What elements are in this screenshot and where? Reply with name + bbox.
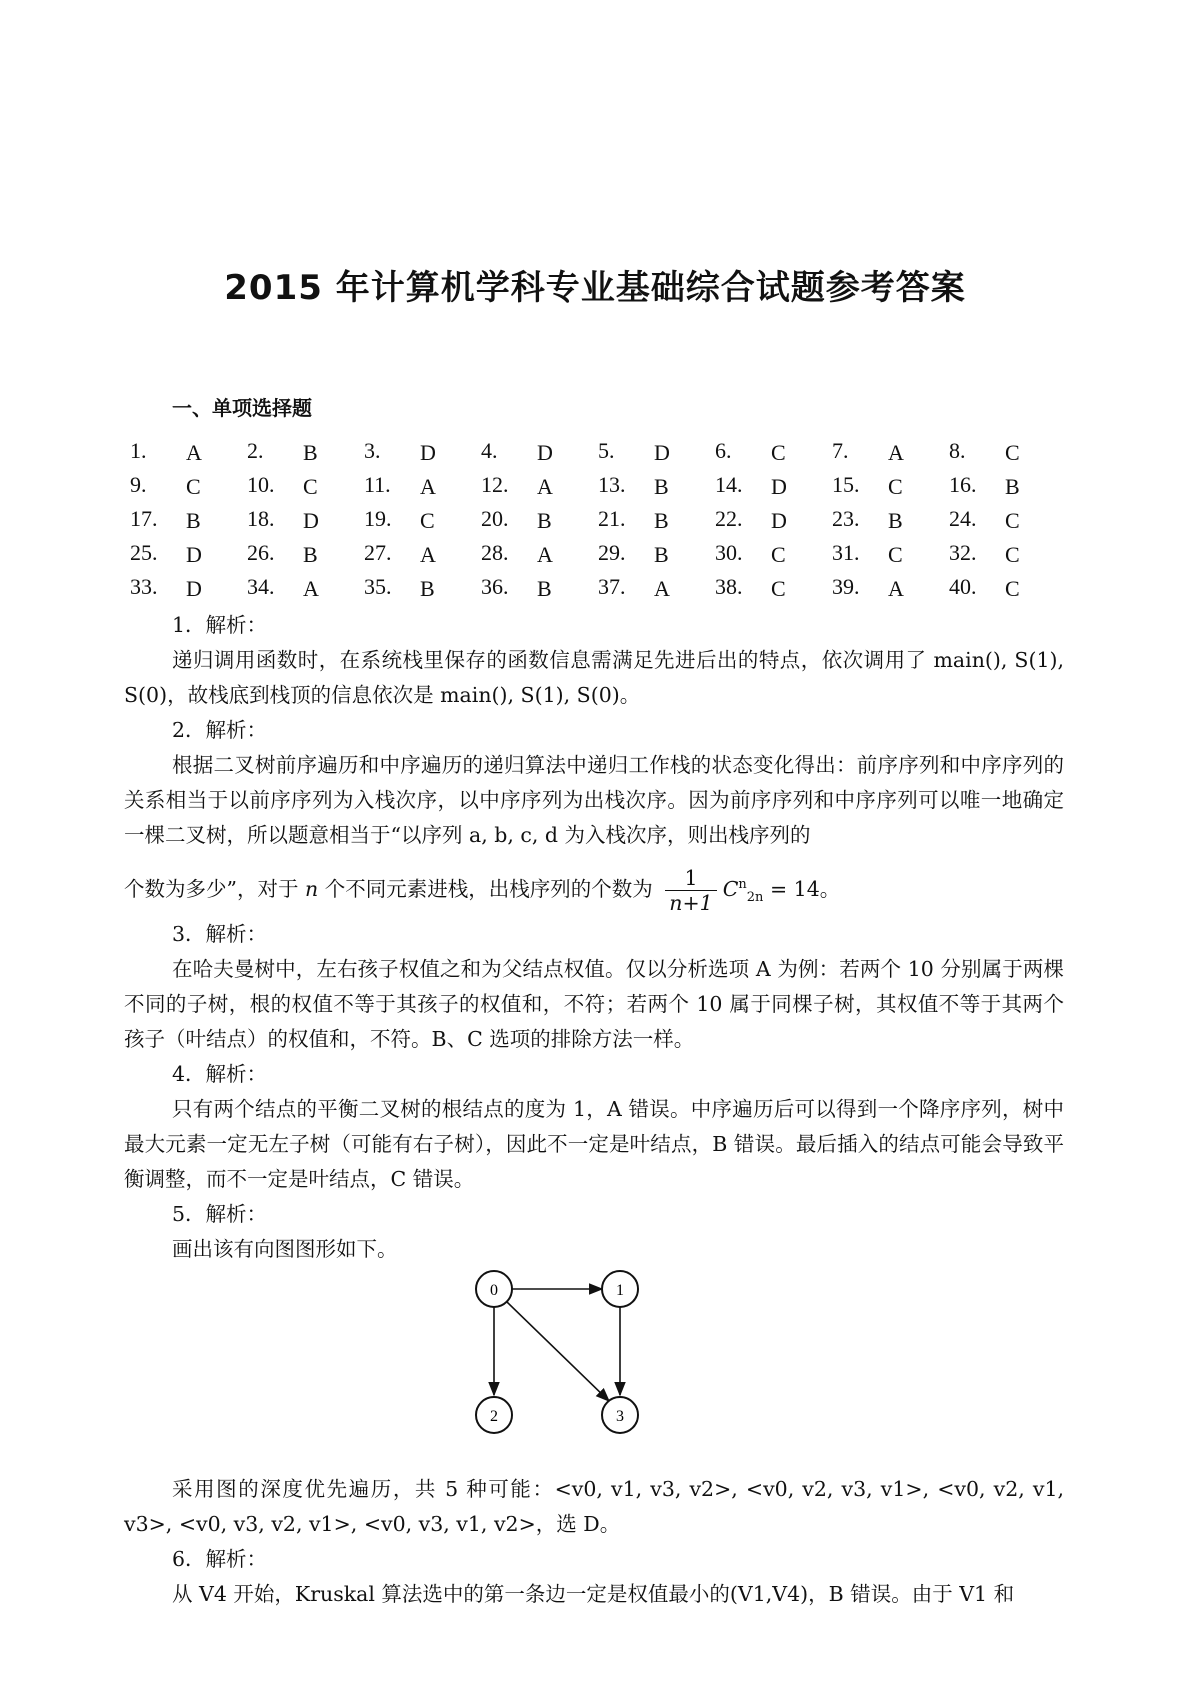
answer-number: 12. [481, 472, 509, 497]
answer-choice: B [303, 440, 318, 465]
answer-number: 30. [715, 540, 743, 565]
q1-label: 1．解析： [172, 613, 268, 637]
answer-number: 25. [130, 540, 158, 565]
answer-item [820, 436, 937, 470]
answer-number: 17. [130, 506, 158, 531]
answer-number: 27. [364, 540, 392, 565]
answer-item [586, 538, 703, 572]
answer-choice: D [771, 508, 787, 533]
q2-comb-sup: n [738, 877, 747, 892]
answer-choice: A [888, 576, 904, 601]
answer-item [586, 470, 703, 504]
answer-choice: C [771, 542, 786, 567]
q5-after-pre: 采用图的深度优先遍历，共 5 种可能： [172, 1477, 555, 1501]
q3-text: 在哈夫曼树中，左右孩子权值之和为父结点权值。仅以分析选项 A 为例：若两个 10 分别属于两棵不同的子树，根的权值不等于其孩子的权值和，不符；若两个 10 属于同棵子树，其权值不等于其两个孩子（叶结点）的权值和，不符。B、C 选项的排除方法一样。 [124, 957, 1064, 1051]
answer-number: 6. [715, 438, 732, 463]
answer-choice: B [654, 542, 669, 567]
answer-number: 4. [481, 438, 498, 463]
answer-number: 9. [130, 472, 147, 497]
answer-item [820, 504, 937, 538]
answer-number: 24. [949, 506, 977, 531]
answer-number: 32. [949, 540, 977, 565]
answer-number: 31. [832, 540, 860, 565]
answer-item [469, 504, 586, 538]
q3-label: 3．解析： [172, 922, 268, 946]
answer-choice: B [537, 576, 552, 601]
answer-choice: C [1005, 542, 1020, 567]
answer-number: 5. [598, 438, 615, 463]
answer-item [352, 436, 469, 470]
directed-graph-figure [124, 1267, 1064, 1472]
answer-choice: C [771, 576, 786, 601]
answer-choice: B [186, 508, 201, 533]
svg-text:2: 2 [490, 1408, 498, 1425]
svg-text:3: 3 [616, 1408, 624, 1425]
q1-text: 递归调用函数时，在系统栈里保存的函数信息需满足先进后出的特点，依次调用了 main(), S(1), S(0)，故栈底到栈顶的信息依次是 main(), S(1), S(0)。 [124, 648, 1064, 707]
answer-item [937, 538, 1054, 572]
q2-label: 2．解析： [172, 718, 268, 742]
answer-choice: D [537, 440, 553, 465]
answer-choice: D [186, 576, 202, 601]
q2-formula-line [124, 853, 1064, 917]
answer-choice: A [420, 474, 436, 499]
answer-item [937, 470, 1054, 504]
answer-item [469, 538, 586, 572]
answer-choice: A [537, 474, 553, 499]
answer-number: 33. [130, 574, 158, 599]
answer-item [118, 572, 235, 606]
q2-frac-den: n+1 [669, 891, 713, 915]
q4-text: 只有两个结点的平衡二叉树的根结点的度为 1，A 错误。中序遍历后可以得到一个降序序列，树中最大元素一定无左子树（可能有右子树），因此不一定是叶结点，B 错误。最后插入的结点可能会导致平衡调整，而不一定是叶结点，C 错误。 [124, 1097, 1064, 1191]
answer-number: 22. [715, 506, 743, 531]
answer-choice: A [654, 576, 670, 601]
answer-number: 11. [364, 472, 391, 497]
q6-text: 从 V4 开始，Kruskal 算法选中的第一条边一定是权值最小的(V1,V4)，B 错误。由于 V1 和 [172, 1582, 1015, 1606]
answer-item [820, 470, 937, 504]
q2-fraction [665, 866, 716, 915]
answer-choice: B [537, 508, 552, 533]
answer-item [235, 436, 352, 470]
answer-number: 19. [364, 506, 392, 531]
answer-item [118, 436, 235, 470]
answer-number: 8. [949, 438, 966, 463]
answer-item [586, 436, 703, 470]
answer-item [118, 504, 235, 538]
answer-item [586, 504, 703, 538]
q2-line-mid: 个不同元素进栈，出栈序列的个数为 [324, 877, 653, 901]
answer-choice: D [420, 440, 436, 465]
answer-number: 7. [832, 438, 849, 463]
graph-node-2 [476, 1397, 512, 1433]
answer-item [352, 572, 469, 606]
answer-number: 1. [130, 438, 147, 463]
answer-item [937, 504, 1054, 538]
answer-choice: A [888, 440, 904, 465]
answer-number: 39. [832, 574, 860, 599]
answer-choice: B [654, 474, 669, 499]
answer-item [235, 572, 352, 606]
answer-number: 28. [481, 540, 509, 565]
answer-choice: C [1005, 576, 1020, 601]
answer-number: 40. [949, 574, 977, 599]
answer-item [352, 470, 469, 504]
answer-choice: A [537, 542, 553, 567]
answer-item [235, 504, 352, 538]
q5-intro: 画出该有向图图形如下。 [172, 1237, 398, 1261]
graph-node-1 [602, 1271, 638, 1307]
answer-choice: C [888, 474, 903, 499]
q5-seqs: <v0, v1, v3, v2>, <v0, v2, v3, v1>, <v0, v2, v1, v3>, <v0, v3, v2, v1>, <v0, v3, v1, v2> [124, 1477, 1065, 1536]
answer-number: 23. [832, 506, 860, 531]
answer-item [820, 538, 937, 572]
answer-number: 14. [715, 472, 743, 497]
answer-choice: C [1005, 440, 1020, 465]
answer-item [586, 572, 703, 606]
answer-choice: B [654, 508, 669, 533]
answer-number: 2. [247, 438, 264, 463]
answer-choice: D [771, 474, 787, 499]
edge-0-3 [507, 1302, 609, 1401]
answer-choice: A [303, 576, 319, 601]
answer-item [118, 538, 235, 572]
answer-number: 20. [481, 506, 509, 531]
answer-number: 3. [364, 438, 381, 463]
answer-item [469, 572, 586, 606]
answer-number: 36. [481, 574, 509, 599]
answer-number: 13. [598, 472, 626, 497]
q2-text: 根据二叉树前序遍历和中序遍历的递归算法中递归工作栈的状态变化得出：前序序列和中序序列的关系相当于以前序序列为入栈次序，以中序序列为出栈次序。因为前序序列和中序序列可以唯一地确定一棵二叉树，所以题意相当于“以序列 a, b, c, d 为入栈次序，则出栈序列的 [124, 753, 1064, 847]
q6-label: 6．解析： [172, 1547, 268, 1571]
answer-grid [118, 436, 1068, 606]
answer-choice: A [420, 542, 436, 567]
answer-choice: D [303, 508, 319, 533]
answer-number: 21. [598, 506, 626, 531]
answer-number: 37. [598, 574, 626, 599]
answer-item [703, 572, 820, 606]
q2-line-pre: 个数为多少”，对于 [124, 877, 299, 901]
answer-number: 38. [715, 574, 743, 599]
page-title: 2015 年计算机学科专业基础综合试题参考答案 [224, 268, 966, 308]
answer-choice: C [1005, 508, 1020, 533]
graph-node-3 [602, 1397, 638, 1433]
answer-item [820, 572, 937, 606]
answer-choice: C [771, 440, 786, 465]
answer-item [469, 436, 586, 470]
answer-choice: C [186, 474, 201, 499]
answer-choice: B [420, 576, 435, 601]
answer-choice: B [1005, 474, 1020, 499]
answer-number: 29. [598, 540, 626, 565]
answer-item [703, 470, 820, 504]
answer-item [352, 538, 469, 572]
answer-choice: A [186, 440, 202, 465]
directed-graph [474, 1267, 674, 1462]
answer-item [118, 470, 235, 504]
answer-number: 26. [247, 540, 275, 565]
answer-number: 18. [247, 506, 275, 531]
answer-number: 10. [247, 472, 275, 497]
explanations [124, 608, 1064, 1612]
answer-number: 15. [832, 472, 860, 497]
svg-text:1: 1 [616, 1282, 624, 1299]
q5-label: 5．解析： [172, 1202, 268, 1226]
answer-choice: B [303, 542, 318, 567]
section-title: 一、单项选择题 [172, 396, 312, 420]
answer-item [235, 538, 352, 572]
answer-choice: D [654, 440, 670, 465]
answer-item [703, 504, 820, 538]
q5-after-post: ，选 D。 [535, 1512, 621, 1536]
answer-item [352, 504, 469, 538]
answer-item [937, 436, 1054, 470]
answer-item [703, 436, 820, 470]
q2-comb-sub: 2n [746, 890, 764, 905]
answer-choice: C [888, 542, 903, 567]
q2-comb: C [722, 877, 739, 901]
q2-line-post: = 14。 [769, 877, 841, 901]
answer-item [469, 470, 586, 504]
answer-item [937, 572, 1054, 606]
q2-n: n [305, 877, 319, 901]
svg-text:0: 0 [490, 1282, 498, 1299]
answer-number: 34. [247, 574, 275, 599]
answer-item [235, 470, 352, 504]
answer-choice: C [303, 474, 318, 499]
graph-node-0 [476, 1271, 512, 1307]
q4-label: 4．解析： [172, 1062, 268, 1086]
q5-dfs-text [124, 1472, 1064, 1542]
q2-frac-num: 1 [665, 866, 716, 891]
answer-choice: D [186, 542, 202, 567]
answer-number: 35. [364, 574, 392, 599]
answer-choice: C [420, 508, 435, 533]
answer-choice: B [888, 508, 903, 533]
answer-item [703, 538, 820, 572]
answer-number: 16. [949, 472, 977, 497]
